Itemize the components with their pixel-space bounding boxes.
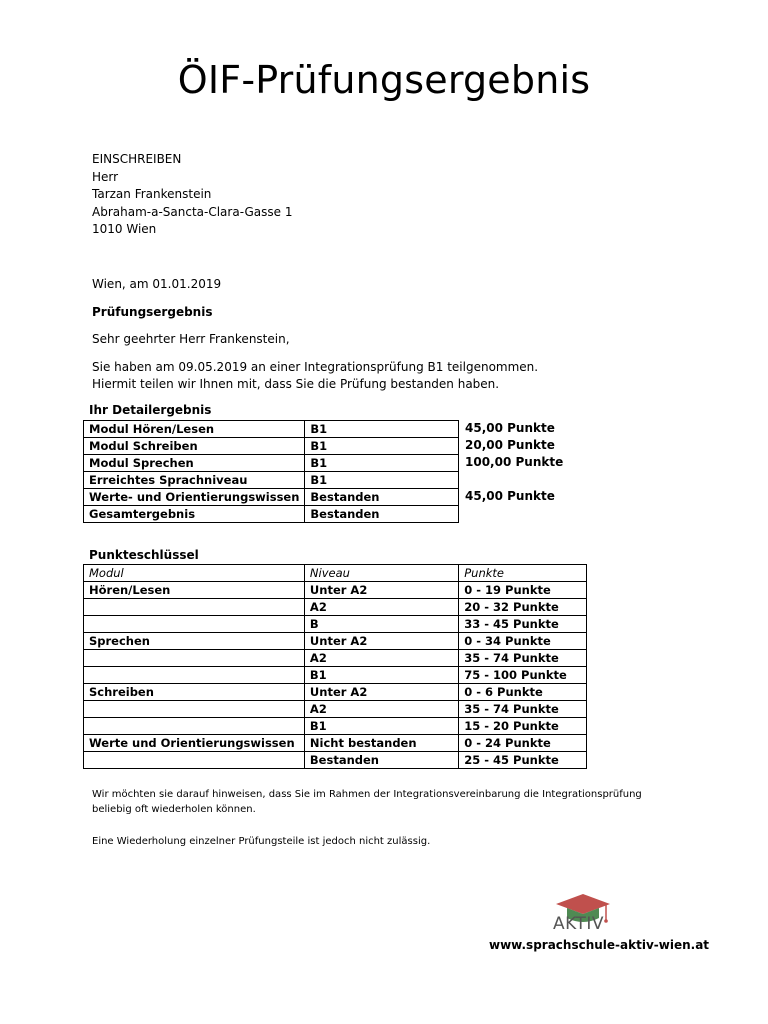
table-row [84, 616, 587, 633]
detail-label: Erreichtes Sprachniveau [84, 472, 305, 489]
key-points: 0 - 19 Punkte [459, 582, 587, 599]
partial-repeat-note: Eine Wiederholung einzelner Prüfungsteile ist jedoch nicht zulässig. [92, 836, 431, 847]
table-row [84, 489, 459, 506]
address-line: EINSCHREIBEN [92, 152, 182, 166]
key-level: B [304, 616, 458, 633]
key-points: 75 - 100 Punkte [459, 667, 587, 684]
detail-value: B1 [305, 455, 459, 472]
key-points: 25 - 45 Punkte [459, 752, 587, 769]
detail-label: Modul Sprechen [84, 455, 305, 472]
page-title: ÖIF-Prüfungsergebnis [177, 58, 591, 102]
detail-label: Werte- und Orientierungswissen [84, 489, 305, 506]
key-module: Schreiben [84, 684, 305, 701]
key-level: Unter A2 [304, 633, 458, 650]
key-module [84, 718, 305, 735]
detail-label: Modul Schreiben [84, 438, 305, 455]
salutation: Sehr geehrter Herr Frankenstein, [92, 332, 290, 346]
key-points: 33 - 45 Punkte [459, 616, 587, 633]
key-module [84, 616, 305, 633]
key-module [84, 599, 305, 616]
detail-value: B1 [305, 438, 459, 455]
address-line: Herr [92, 169, 119, 184]
points-key-table [83, 564, 587, 769]
key-level: Bestanden [304, 752, 458, 769]
detail-heading: Ihr Detailergebnis [89, 403, 212, 417]
table-row [84, 718, 587, 735]
logo-text: AKTIV [553, 914, 604, 934]
detail-value: B1 [305, 472, 459, 489]
repeat-note: Wir möchten sie darauf hinweisen, dass Sie im Rahmen der Integrationsvereinbarung die Integrationsprüfung beliebig oft wiederholen können. [92, 789, 642, 815]
address-line: 1010 Wien [92, 222, 157, 237]
key-module [84, 650, 305, 667]
table-row [84, 599, 587, 616]
key-points: 15 - 20 Punkte [459, 718, 587, 735]
website-link[interactable]: www.sprachschule-aktiv-wien.at [489, 938, 710, 952]
body-line: Sie haben am 09.05.2019 an einer Integrationsprüfung B1 teilgenommen. [92, 360, 539, 374]
key-points: 0 - 6 Punkte [459, 684, 587, 701]
table-row [84, 752, 587, 769]
table-row [84, 650, 587, 667]
subject-line: Prüfungsergebnis [92, 305, 213, 319]
key-level: B1 [304, 718, 458, 735]
key-module: Werte und Orientierungswissen [84, 735, 305, 752]
key-level: A2 [304, 701, 458, 718]
detail-points: 20,00 Punkte [465, 438, 555, 452]
key-points: 35 - 74 Punkte [459, 701, 587, 718]
key-module [84, 752, 305, 769]
table-row [84, 684, 587, 701]
table-row [84, 421, 459, 438]
detail-table [83, 420, 459, 523]
key-module: Hören/Lesen [84, 582, 305, 599]
detail-value: Bestanden [305, 489, 459, 506]
detail-label: Modul Hören/Lesen [84, 421, 305, 438]
table-header-row [84, 565, 587, 582]
table-row [84, 735, 587, 752]
key-heading: Punkteschlüssel [89, 548, 199, 562]
key-points: 35 - 74 Punkte [459, 650, 587, 667]
body-line: Hiermit teilen wir Ihnen mit, dass Sie die Prüfung bestanden haben. [92, 377, 500, 391]
column-header: Niveau [304, 565, 458, 582]
key-level: Unter A2 [304, 582, 458, 599]
key-level: A2 [304, 650, 458, 667]
column-header: Modul [84, 565, 305, 582]
key-module [84, 667, 305, 684]
column-header: Punkte [459, 565, 587, 582]
key-level: Nicht bestanden [304, 735, 458, 752]
detail-value: Bestanden [305, 506, 459, 523]
key-points: 20 - 32 Punkte [459, 599, 587, 616]
table-row [84, 438, 459, 455]
detail-points: 100,00 Punkte [465, 455, 564, 469]
key-level: A2 [304, 599, 458, 616]
key-module [84, 701, 305, 718]
table-row [84, 701, 587, 718]
address-line: Abraham-a-Sancta-Clara-Gasse 1 [92, 204, 293, 219]
key-level: Unter A2 [304, 684, 458, 701]
detail-value: B1 [305, 421, 459, 438]
table-row [84, 582, 587, 599]
address-line: Tarzan Frankenstein [92, 187, 212, 202]
table-row [84, 472, 459, 489]
key-level: B1 [304, 667, 458, 684]
key-points: 0 - 24 Punkte [459, 735, 587, 752]
detail-label: Gesamtergebnis [84, 506, 305, 523]
key-points: 0 - 34 Punkte [459, 633, 587, 650]
recipient-address [92, 151, 292, 239]
table-row [84, 667, 587, 684]
detail-points: 45,00 Punkte [465, 489, 555, 503]
table-row [84, 506, 459, 523]
detail-points: 45,00 Punkte [465, 421, 555, 435]
key-module: Sprechen [84, 633, 305, 650]
table-row [84, 633, 587, 650]
date-line: Wien, am 01.01.2019 [92, 277, 222, 291]
table-row [84, 455, 459, 472]
